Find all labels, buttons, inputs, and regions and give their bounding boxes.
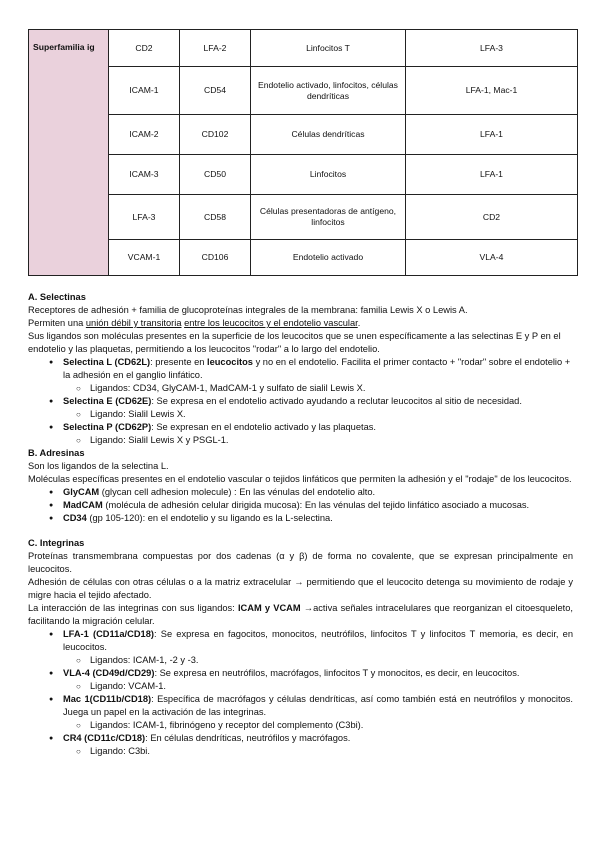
section-title-integrinas: C. Integrinas [28, 538, 85, 548]
paragraph: Sus ligandos son moléculas presentes en la superficie de los leucocitos que se unen específicamente a las selectinas E y P en el endotelio y las plaquetas, permitiendo a los leucocitos "rodar" a lo largo del endotelio. [28, 331, 561, 354]
sub-list-item: ○ Ligando: Sialil Lewis X y PSGL-1. [28, 434, 573, 447]
selectin-list [28, 356, 573, 447]
adresin-list [28, 486, 573, 525]
list-item: ● MadCAM (molécula de adhesión celular dirigida mucosa): En las vénulas del tejido linfático asociado a mucosas. [28, 499, 573, 512]
sub-list-item: ○ Ligando: C3bi. [28, 745, 573, 758]
table-cell: ICAM-1 [109, 67, 180, 115]
superfamily-ig-table [28, 29, 578, 276]
table-cell: LFA-3 [406, 30, 578, 67]
paragraph: Adhesión de células con otras células o a la matriz extracelular → permitiendo que el leucocito detenga su movimiento de rodaje y migre hacia el tejido afectado. [28, 577, 573, 600]
paragraph: Receptores de adhesión + familia de glucoproteínas integrales de la membrana: familia Lewis X o Lewis A. [28, 305, 468, 315]
table-row [29, 195, 578, 240]
table-cell: Endotelio activado [251, 240, 406, 276]
integrin-list [28, 628, 573, 758]
table-cell: ICAM-3 [109, 155, 180, 195]
list-item: ● CD34 (gp 105-120): en el endotelio y su ligando es la L-selectina. [28, 512, 573, 525]
table-row [29, 67, 578, 115]
paragraph: La interacción de las integrinas con sus ligandos: ICAM y VCAM →activa señales intracelulares que reorganizan el citoesqueleto, facilitando la migración celular. [28, 603, 574, 626]
list-item: ● Selectina E (CD62E): Se expresa en el endotelio activado ayudando a reclutar leucocitos al sitio de necesidad. [28, 395, 573, 408]
list-item: ● LFA-1 (CD11a/CD18): Se expresa en fagocitos, monocitos, neutrófilos, linfocitos T y linfocitos T memoria, es decir, en leucocitos. [28, 628, 573, 654]
table-cell: LFA-2 [180, 30, 251, 67]
paragraph: Permiten una unión débil y transitoria entre los leucocitos y el endotelio vascular. [28, 318, 361, 328]
table-row [29, 115, 578, 155]
paragraph: Son los ligandos de la selectina L. [28, 461, 169, 471]
section-title-selectinas: A. Selectinas [28, 292, 86, 302]
family-cell: Superfamilia ig [29, 30, 109, 276]
sub-list-item: ○ Ligandos: CD34, GlyCAM-1, MadCAM-1 y sulfato de sialil Lewis X. [28, 382, 573, 395]
table-cell: Endotelio activado, linfocitos, células dendríticas [251, 67, 406, 115]
paragraph: Proteínas transmembrana compuestas por dos cadenas (α y β) de forma no covalente, que se expresan principalmente en leucocitos. [28, 551, 573, 574]
table-cell: LFA-1 [406, 155, 578, 195]
list-item: ● Selectina L (CD62L): presente en leucocitos y no en el endotelio. Facilita el primer contacto + "rodar" sobre el endotelio + la adhesión en el ganglio linfático. [28, 356, 573, 382]
list-item: ● Selectina P (CD62P): Se expresan en el endotelio activado y las plaquetas. [28, 421, 573, 434]
list-item: ● Mac 1(CD11b/CD18): Específica de macrófagos y células dendríticas, así como también está en neutrófilos y monocitos. Juega un papel en la activación de las integrinas. [28, 693, 573, 719]
table-cell: ICAM-2 [109, 115, 180, 155]
list-item: ● CR4 (CD11c/CD18): En células dendríticas, neutrófilos y macrófagos. [28, 732, 573, 745]
table-cell: CD102 [180, 115, 251, 155]
table-cell: VLA-4 [406, 240, 578, 276]
list-item: ● GlyCAM (glycan cell adhesion molecule) : En las vénulas del endotelio alto. [28, 486, 573, 499]
table-cell: Linfocitos [251, 155, 406, 195]
table-cell: Linfocitos T [251, 30, 406, 67]
sub-list-item: ○ Ligando: VCAM-1. [28, 680, 573, 693]
table-cell: CD50 [180, 155, 251, 195]
table-cell: Células presentadoras de antígeno, linfocitos [251, 195, 406, 240]
paragraph: Moléculas específicas presentes en el endotelio vascular o tejidos linfáticos que permiten la adhesión y el "rodaje" de los leucocitos. [28, 474, 572, 484]
table-row [29, 155, 578, 195]
table-cell: CD2 [109, 30, 180, 67]
spacer [28, 525, 573, 537]
sub-list-item: ○ Ligandos: ICAM-1, fibrinógeno y receptor del complemento (C3bi). [28, 719, 573, 732]
table-cell: CD2 [406, 195, 578, 240]
table-cell: CD58 [180, 195, 251, 240]
table-cell: Células dendríticas [251, 115, 406, 155]
notes-content [28, 291, 573, 758]
table-cell: CD54 [180, 67, 251, 115]
table-cell: LFA-1, Mac-1 [406, 67, 578, 115]
table-cell: LFA-3 [109, 195, 180, 240]
list-item: ● VLA-4 (CD49d/CD29): Se expresa en neutrófilos, macrófagos, linfocitos T y monocitos, es decir, en leucocitos. [28, 667, 573, 680]
table-cell: VCAM-1 [109, 240, 180, 276]
table-row [29, 240, 578, 276]
table-cell: LFA-1 [406, 115, 578, 155]
sub-list-item: ○ Ligandos: ICAM-1, -2 y -3. [28, 654, 573, 667]
table-row [29, 30, 578, 67]
table-cell: CD106 [180, 240, 251, 276]
section-title-adresinas: B. Adresinas [28, 448, 85, 458]
sub-list-item: ○ Ligando: Sialil Lewis X. [28, 408, 573, 421]
